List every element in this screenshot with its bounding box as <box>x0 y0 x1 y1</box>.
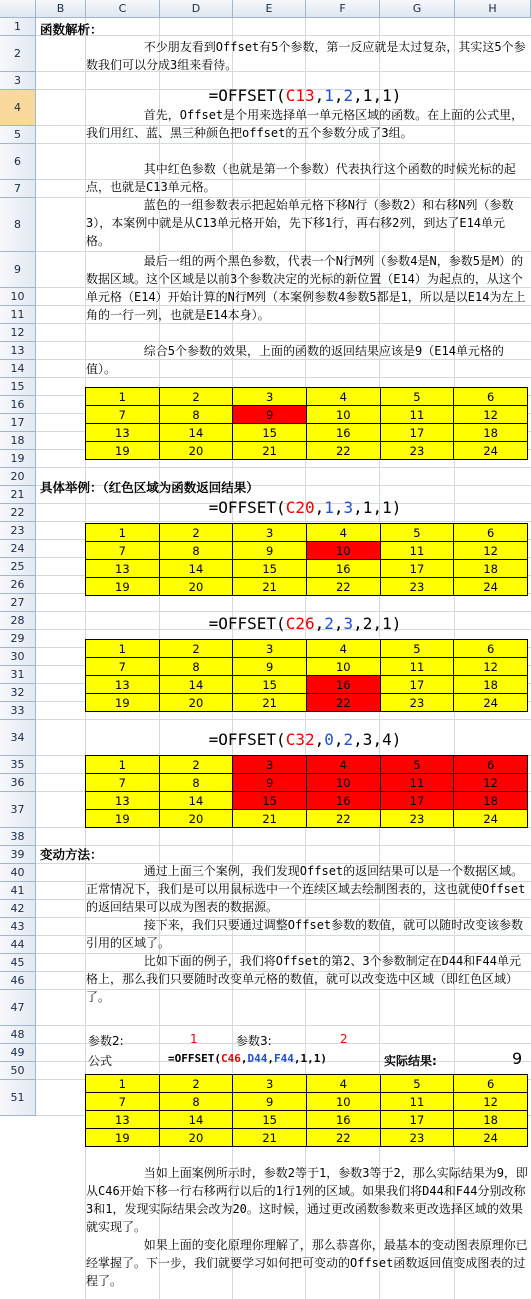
row-header-8[interactable]: 8 <box>0 198 36 252</box>
grid-cell[interactable]: 17 <box>380 424 454 442</box>
grid-cell[interactable]: 11 <box>380 542 454 560</box>
param3-value-cell[interactable]: 2 <box>340 1032 348 1046</box>
grid-cell[interactable]: 15 <box>233 792 307 810</box>
row-header-30[interactable]: 30 <box>0 648 36 666</box>
number-grid-1 <box>85 387 528 460</box>
grid-cell[interactable]: 16 <box>306 792 380 810</box>
grid-cell[interactable]: 17 <box>380 1111 454 1129</box>
grid-cell[interactable]: 2 <box>159 756 233 774</box>
para-offset-intro: 首先，Offset是个用来选择单一单元格区域的函数。在上面的公式里，我们用红、蓝、黑三种颜色把offset的五个参数分成了3组。 <box>86 108 524 140</box>
grid-cell[interactable]: 8 <box>159 658 233 676</box>
param2-label: 参数2: <box>88 1034 124 1048</box>
grid-cell[interactable]: 9 <box>233 1093 307 1111</box>
grid-cell[interactable]: 7 <box>86 406 160 424</box>
gridline <box>36 143 531 144</box>
grid-cell[interactable]: 19 <box>86 1129 160 1147</box>
row-header-35[interactable]: 35 <box>0 756 36 774</box>
grid-cell[interactable]: 19 <box>86 694 160 712</box>
row-header-46[interactable]: 46 <box>0 972 36 990</box>
row-header-28[interactable]: 28 <box>0 612 36 630</box>
row-header-38[interactable]: 38 <box>0 828 36 846</box>
grid-cell[interactable]: 14 <box>159 560 233 578</box>
grid-cell[interactable]: 14 <box>159 1111 233 1129</box>
grid-cell[interactable]: 24 <box>454 578 528 596</box>
row-header-5[interactable]: 5 <box>0 126 36 144</box>
number-grid-3 <box>85 639 528 712</box>
grid-cell[interactable]: 8 <box>159 774 233 792</box>
grid-cell[interactable]: 9 <box>233 774 307 792</box>
row-header-37[interactable]: 37 <box>0 792 36 828</box>
grid-cell[interactable]: 19 <box>86 578 160 596</box>
row-header-18[interactable]: 18 <box>0 432 36 450</box>
row-header-29[interactable]: 29 <box>0 630 36 648</box>
grid-cell[interactable]: 14 <box>159 424 233 442</box>
column-header-h[interactable]: H <box>455 0 531 18</box>
section-heading-examples: 具体举例：（红色区域为函数返回结果） <box>40 480 259 495</box>
grid-cell[interactable]: 6 <box>454 1075 528 1093</box>
grid-cell[interactable]: 10 <box>306 1093 380 1111</box>
grid-cell[interactable]: 12 <box>454 1093 528 1111</box>
row-header-10[interactable]: 10 <box>0 288 36 306</box>
row-header-47[interactable]: 47 <box>0 990 36 1026</box>
grid-cell[interactable]: 15 <box>233 560 307 578</box>
grid-cell[interactable]: 24 <box>454 1129 528 1147</box>
grid-cell[interactable]: 22 <box>306 694 380 712</box>
grid-cell[interactable]: 4 <box>306 756 380 774</box>
number-grid-5 <box>85 1074 528 1147</box>
table-row <box>86 640 528 658</box>
row-header-4[interactable]: 4 <box>0 90 36 126</box>
grid-cell[interactable]: 3 <box>233 640 307 658</box>
para-dynamic-3: 比如下面的例子，我们将Offset的第2、3个参数制定在D44和F44单元格上，那么我们只要随时改变单元格的数值，就可以改变选中区域（即红色区域）了。 <box>86 954 521 1004</box>
row-header-33[interactable]: 33 <box>0 702 36 720</box>
row-header-11[interactable]: 11 <box>0 306 36 324</box>
row-header-25[interactable]: 25 <box>0 558 36 576</box>
row-header-36[interactable]: 36 <box>0 774 36 792</box>
grid-cell[interactable]: 17 <box>380 792 454 810</box>
grid-cell[interactable]: 11 <box>380 774 454 792</box>
grid-cell[interactable]: 16 <box>306 1111 380 1129</box>
para-red-param: 其中红色参数（也就是第一个参数）代表执行这个函数的时候光标的起点，也就是C13单元格。 <box>86 162 516 194</box>
grid-cell[interactable]: 15 <box>233 424 307 442</box>
grid-cell[interactable]: 23 <box>380 1129 454 1147</box>
grid-cell[interactable]: 16 <box>306 560 380 578</box>
row-header-50[interactable]: 50 <box>0 1062 36 1080</box>
grid-cell[interactable]: 18 <box>454 560 528 578</box>
table-row <box>86 676 528 694</box>
grid-cell[interactable]: 3 <box>233 388 307 406</box>
para-dynamic-5: 如果上面的变化原理你理解了，那么恭喜你，最基本的变动图表原理你已经掌握了。下一步，我们就要学习如何把可变动的Offset函数返回值变成图表的过程了。 <box>86 1238 528 1288</box>
row-header-27[interactable]: 27 <box>0 594 36 612</box>
row-header-2[interactable]: 2 <box>0 36 36 72</box>
grid-cell[interactable]: 7 <box>86 1093 160 1111</box>
table-row <box>86 774 528 792</box>
row-header-7[interactable]: 7 <box>0 180 36 198</box>
formula-example-3: =OFFSET(C32,0,2,3,4) <box>208 730 402 749</box>
grid-cell[interactable]: 22 <box>306 810 380 828</box>
para-dynamic-2: 接下来，我们只要通过调整Offset参数的数值，就可以随时改变该参数引用的区域了。 <box>86 918 524 950</box>
grid-cell[interactable]: 13 <box>86 1111 160 1129</box>
gridline <box>36 719 531 720</box>
grid-cell[interactable]: 18 <box>454 424 528 442</box>
row-header-22[interactable]: 22 <box>0 504 36 522</box>
grid-cell[interactable]: 18 <box>454 1111 528 1129</box>
row-header-19[interactable]: 19 <box>0 450 36 468</box>
grid-cell[interactable]: 6 <box>454 640 528 658</box>
row-header-6[interactable]: 6 <box>0 144 36 180</box>
corner-select-all[interactable] <box>0 0 36 18</box>
gridline <box>36 611 531 612</box>
column-header-g[interactable]: G <box>380 0 455 18</box>
grid-cell[interactable]: 13 <box>86 676 160 694</box>
grid-cell[interactable]: 8 <box>159 1093 233 1111</box>
row-header-44[interactable]: 44 <box>0 936 36 954</box>
grid-cell[interactable]: 5 <box>380 756 454 774</box>
column-header-b[interactable]: B <box>36 0 86 18</box>
grid-cell[interactable]: 20 <box>159 694 233 712</box>
param3-label: 参数3: <box>236 1034 272 1048</box>
grid-cell[interactable]: 13 <box>86 424 160 442</box>
grid-cell[interactable]: 7 <box>86 542 160 560</box>
section-heading-dynamic: 变动方法： <box>40 847 103 862</box>
table-row <box>86 442 528 460</box>
grid-cell[interactable]: 24 <box>454 810 528 828</box>
grid-cell[interactable]: 15 <box>233 1111 307 1129</box>
grid-cell[interactable]: 1 <box>86 388 160 406</box>
grid-cell[interactable]: 9 <box>233 406 307 424</box>
row-header-39[interactable]: 39 <box>0 846 36 864</box>
grid-cell[interactable]: 22 <box>306 578 380 596</box>
grid-cell[interactable]: 15 <box>233 676 307 694</box>
grid-cell[interactable]: 19 <box>86 810 160 828</box>
grid-cell[interactable]: 1 <box>86 524 160 542</box>
table-row <box>86 560 528 578</box>
row-header-9[interactable]: 9 <box>0 252 36 288</box>
grid-cell[interactable]: 2 <box>159 1075 233 1093</box>
row-header-32[interactable]: 32 <box>0 684 36 702</box>
formula-dynamic: =OFFSET(C46,D44,F44,1,1) <box>168 1052 327 1065</box>
gridline <box>36 1025 531 1026</box>
grid-cell[interactable]: 20 <box>159 1129 233 1147</box>
section-heading-analysis: 函数解析： <box>40 22 103 37</box>
result-label: 实际结果: <box>384 1054 437 1068</box>
grid-cell[interactable]: 3 <box>233 1075 307 1093</box>
grid-cell[interactable]: 3 <box>233 756 307 774</box>
table-row <box>86 810 528 828</box>
grid-cell[interactable]: 12 <box>454 658 528 676</box>
grid-cell[interactable]: 21 <box>233 1129 307 1147</box>
grid-cell[interactable]: 24 <box>454 442 528 460</box>
table-row <box>86 424 528 442</box>
grid-cell[interactable]: 8 <box>159 542 233 560</box>
grid-cell[interactable]: 5 <box>380 640 454 658</box>
para-black-params: 最后一组的两个黑色参数，代表一个N行M列（参数4是N，参数5是M）的数据区域。这个区域是以前3个参数决定的光标的新位置（E14）为起点的，从这个单元格（E14）开始计算的N行M列（本案例参数4参数5都是1，所以是以E14为左上角的一行一列，也就是E14本身）。 <box>86 254 526 322</box>
grid-cell[interactable]: 16 <box>306 676 380 694</box>
formula-example-1: =OFFSET(C20,1,3,1,1) <box>208 498 402 517</box>
table-row <box>86 756 528 774</box>
row-header-48[interactable]: 48 <box>0 1026 36 1044</box>
row-header-45[interactable]: 45 <box>0 954 36 972</box>
grid-cell[interactable]: 10 <box>306 406 380 424</box>
row-header-43[interactable]: 43 <box>0 918 36 936</box>
para-dynamic-1: 通过上面三个案例，我们发现Offset的返回结果可以是一个数据区域。正常情况下，我们是可以用鼠标选中一个连续区域去绘制图表的，这也就使Offset的返回结果可以成为图表的数据源。 <box>86 864 526 914</box>
grid-cell[interactable]: 2 <box>159 524 233 542</box>
grid-cell[interactable]: 13 <box>86 560 160 578</box>
grid-cell[interactable]: 21 <box>233 810 307 828</box>
grid-cell[interactable]: 6 <box>454 388 528 406</box>
row-header-20[interactable]: 20 <box>0 468 36 486</box>
row-header-34[interactable]: 34 <box>0 720 36 756</box>
grid-cell[interactable]: 21 <box>233 578 307 596</box>
column-header-c[interactable]: C <box>86 0 160 18</box>
row-header-23[interactable]: 23 <box>0 522 36 540</box>
row-header-41[interactable]: 41 <box>0 882 36 900</box>
table-row <box>86 694 528 712</box>
row-header-3[interactable]: 3 <box>0 72 36 90</box>
grid-cell[interactable]: 23 <box>380 578 454 596</box>
grid-cell[interactable]: 4 <box>306 388 380 406</box>
column-header-d[interactable]: D <box>160 0 233 18</box>
result-value: 9 <box>512 1049 523 1068</box>
table-row <box>86 658 528 676</box>
grid-cell[interactable]: 19 <box>86 442 160 460</box>
grid-cell[interactable]: 23 <box>380 810 454 828</box>
table-row <box>86 792 528 810</box>
grid-cell[interactable]: 12 <box>454 542 528 560</box>
row-header-1[interactable]: 1 <box>0 18 36 36</box>
grid-cell[interactable]: 3 <box>233 524 307 542</box>
para-summary: 综合5个参数的效果，上面的函数的返回结果应该是9（E14单元格的值）。 <box>86 344 504 376</box>
grid-cell[interactable]: 5 <box>380 1075 454 1093</box>
formula-label: 公式 <box>88 1054 113 1068</box>
intro-text: 不少朋友看到Offset有5个参数，第一反应就是太过复杂，其实这5个参数我们可以分成3组来看待。 <box>86 40 526 72</box>
grid-cell[interactable]: 10 <box>306 658 380 676</box>
row-header-14[interactable]: 14 <box>0 360 36 378</box>
grid-cell[interactable]: 18 <box>454 676 528 694</box>
row-header-42[interactable]: 42 <box>0 900 36 918</box>
table-row <box>86 542 528 560</box>
table-row <box>86 1093 528 1111</box>
grid-cell[interactable]: 21 <box>233 694 307 712</box>
table-row <box>86 1075 528 1093</box>
table-row <box>86 578 528 596</box>
grid-cell[interactable]: 4 <box>306 640 380 658</box>
grid-cell[interactable]: 4 <box>306 524 380 542</box>
grid-cell[interactable]: 1 <box>86 1075 160 1093</box>
row-header-21[interactable]: 21 <box>0 486 36 504</box>
param2-value-cell[interactable]: 1 <box>190 1032 198 1046</box>
grid-cell[interactable]: 20 <box>159 810 233 828</box>
row-header-12[interactable]: 12 <box>0 324 36 342</box>
row-header-26[interactable]: 26 <box>0 576 36 594</box>
grid-cell[interactable]: 22 <box>306 442 380 460</box>
grid-cell[interactable]: 11 <box>380 406 454 424</box>
grid-cell[interactable]: 6 <box>454 756 528 774</box>
grid-cell[interactable]: 7 <box>86 774 160 792</box>
grid-cell[interactable]: 17 <box>380 560 454 578</box>
grid-cell[interactable]: 18 <box>454 792 528 810</box>
row-header-49[interactable]: 49 <box>0 1044 36 1062</box>
table-row <box>86 388 528 406</box>
row-header-15[interactable]: 15 <box>0 378 36 396</box>
grid-cell[interactable]: 17 <box>380 676 454 694</box>
grid-cell[interactable]: 10 <box>306 774 380 792</box>
grid-cell[interactable]: 10 <box>306 542 380 560</box>
gridline <box>36 521 531 522</box>
grid-cell[interactable]: 13 <box>86 792 160 810</box>
grid-cell[interactable]: 8 <box>159 406 233 424</box>
para-blue-params: 蓝色的一组参数表示把起始单元格下移N行（参数2）和右移N列（参数3），本案例中就是从C13单元格开始，先下移1行，再右移2列，到达了E14单元格。 <box>86 198 514 248</box>
row-header-40[interactable]: 40 <box>0 864 36 882</box>
row-header-24[interactable]: 24 <box>0 540 36 558</box>
grid-cell[interactable]: 21 <box>233 442 307 460</box>
formula-example-2: =OFFSET(C26,2,3,2,1) <box>208 614 402 633</box>
table-row <box>86 524 528 542</box>
grid-cell[interactable]: 2 <box>159 388 233 406</box>
table-row <box>86 1111 528 1129</box>
grid-cell[interactable]: 22 <box>306 1129 380 1147</box>
grid-cell[interactable]: 11 <box>380 1093 454 1111</box>
grid-cell[interactable]: 2 <box>159 640 233 658</box>
grid-cell[interactable]: 7 <box>86 658 160 676</box>
number-grid-2 <box>85 523 528 596</box>
grid-cell[interactable]: 6 <box>454 524 528 542</box>
table-row <box>86 406 528 424</box>
grid-cell[interactable]: 9 <box>233 658 307 676</box>
gridline <box>36 35 531 36</box>
gridline <box>36 467 531 468</box>
row-header-17[interactable]: 17 <box>0 414 36 432</box>
grid-cell[interactable]: 23 <box>380 694 454 712</box>
grid-cell[interactable]: 16 <box>306 424 380 442</box>
table-row <box>86 1129 528 1147</box>
grid-cell[interactable]: 14 <box>159 676 233 694</box>
grid-cell[interactable]: 24 <box>454 694 528 712</box>
para-dynamic-4: 当如上面案例所示时，参数2等于1，参数3等于2，那么实际结果为9，即从C46开始下移一行右移两行以后的1行1列的区域。如果我们将D44和F44分别改称3和1，发现实际结果会改为20。这时候，通过更改函数参数来更改选择区域的效果就实现了。 <box>86 1166 528 1234</box>
grid-cell[interactable]: 11 <box>380 658 454 676</box>
grid-cell[interactable]: 23 <box>380 442 454 460</box>
gridline <box>36 845 531 846</box>
row-header-31[interactable]: 31 <box>0 666 36 684</box>
row-header-16[interactable]: 16 <box>0 396 36 414</box>
grid-cell[interactable]: 12 <box>454 774 528 792</box>
number-grid-4 <box>85 755 528 828</box>
column-header-f[interactable]: F <box>306 0 380 18</box>
row-header-51[interactable]: 51 <box>0 1080 36 1116</box>
grid-cell[interactable]: 1 <box>86 756 160 774</box>
column-header-e[interactable]: E <box>233 0 306 18</box>
grid-cell[interactable]: 20 <box>159 578 233 596</box>
grid-cell[interactable]: 20 <box>159 442 233 460</box>
grid-cell[interactable]: 5 <box>380 524 454 542</box>
grid-cell[interactable]: 1 <box>86 640 160 658</box>
grid-cell[interactable]: 4 <box>306 1075 380 1093</box>
grid-cell[interactable]: 5 <box>380 388 454 406</box>
row-header-13[interactable]: 13 <box>0 342 36 360</box>
grid-cell[interactable]: 12 <box>454 406 528 424</box>
grid-cell[interactable]: 14 <box>159 792 233 810</box>
formula-main: =OFFSET(C13,1,2,1,1) <box>208 86 402 105</box>
grid-cell[interactable]: 9 <box>233 542 307 560</box>
